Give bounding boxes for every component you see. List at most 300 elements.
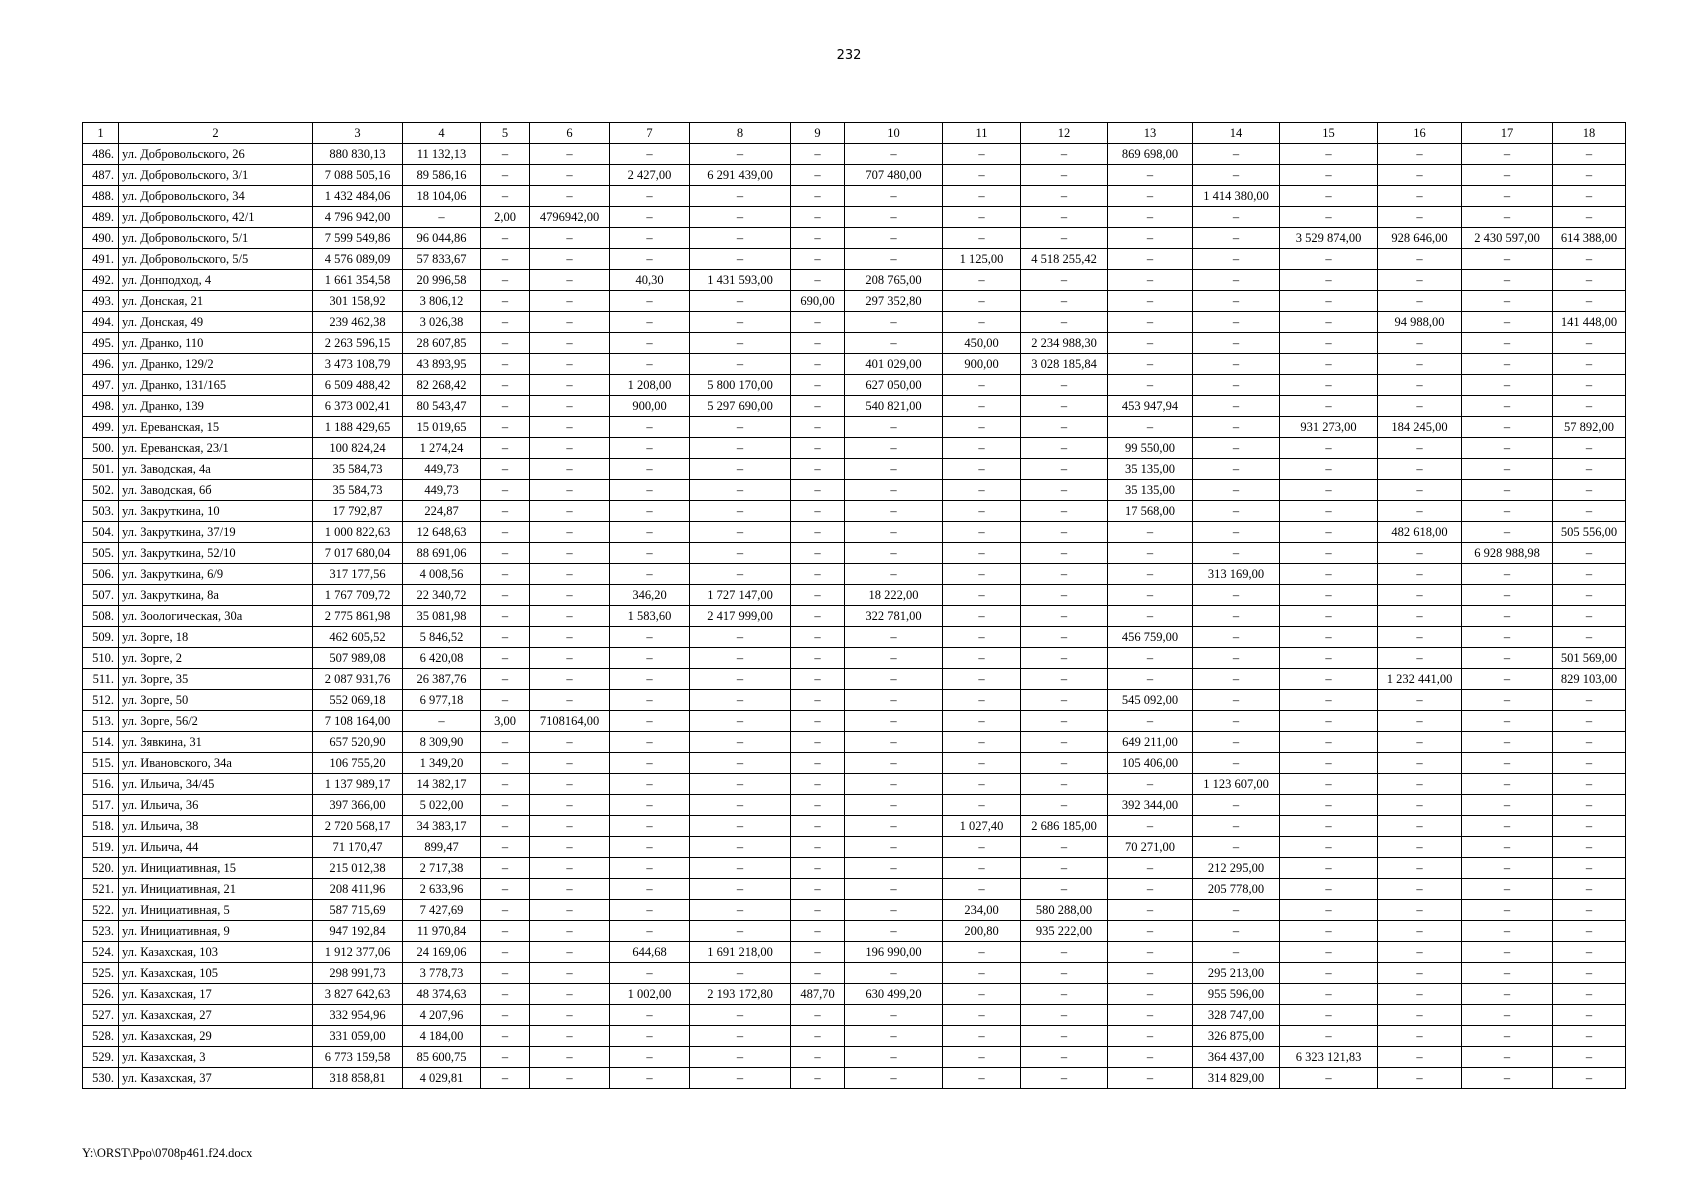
value-cell: – [1553,837,1626,858]
value-cell: – [610,354,690,375]
value-cell: – [530,669,610,690]
value-cell: – [791,312,845,333]
value-cell: 2 775 861,98 [313,606,403,627]
value-cell: – [1280,564,1378,585]
value-cell: – [1280,732,1378,753]
value-cell: 18 104,06 [403,186,481,207]
value-cell: – [530,984,610,1005]
value-cell: – [1193,438,1280,459]
value-cell: – [1108,879,1193,900]
value-cell: – [1378,648,1462,669]
value-cell: 1 002,00 [610,984,690,1005]
value-cell: – [690,291,791,312]
value-cell: – [845,459,943,480]
table-body [83,144,1626,1089]
value-cell: – [481,1068,530,1089]
value-cell: – [1193,501,1280,522]
value-cell: 829 103,00 [1553,669,1626,690]
value-cell: – [1378,627,1462,648]
address-cell: ул. Зоологическая, 30а [119,606,313,627]
value-cell: 501 569,00 [1553,648,1626,669]
value-cell: – [1378,732,1462,753]
value-cell: 880 830,13 [313,144,403,165]
value-cell: – [1108,375,1193,396]
value-cell: – [610,207,690,228]
value-cell: – [845,1005,943,1026]
value-cell: 2,00 [481,207,530,228]
value-cell: 690,00 [791,291,845,312]
column-header: 2 [119,123,313,144]
value-cell: – [845,795,943,816]
value-cell: – [1280,669,1378,690]
value-cell: – [1378,144,1462,165]
value-cell: – [1553,270,1626,291]
value-cell: 1 727 147,00 [690,585,791,606]
value-cell: – [481,753,530,774]
address-cell: ул. Закруткина, 37/19 [119,522,313,543]
value-cell: – [610,543,690,564]
value-cell: – [1193,207,1280,228]
value-cell: – [943,312,1021,333]
address-cell: ул. Заводская, 6б [119,480,313,501]
row-number: 496. [83,354,119,375]
address-cell: ул. Закруткина, 52/10 [119,543,313,564]
value-cell: – [1378,795,1462,816]
value-cell: 11 132,13 [403,144,481,165]
value-cell: – [1378,291,1462,312]
value-cell: – [791,438,845,459]
value-cell: – [481,690,530,711]
row-number: 510. [83,648,119,669]
row-number: 513. [83,711,119,732]
column-header: 7 [610,123,690,144]
value-cell: – [845,858,943,879]
value-cell: 57 833,67 [403,249,481,270]
address-cell: ул. Дранко, 129/2 [119,354,313,375]
row-number: 504. [83,522,119,543]
value-cell: 5 846,52 [403,627,481,648]
value-cell: – [690,228,791,249]
value-cell: – [943,459,1021,480]
value-cell: – [481,984,530,1005]
value-cell: – [943,438,1021,459]
value-cell: 1 125,00 [943,249,1021,270]
row-number: 508. [83,606,119,627]
value-cell: 48 374,63 [403,984,481,1005]
value-cell: – [1378,753,1462,774]
value-cell: – [1553,816,1626,837]
value-cell: – [1280,333,1378,354]
address-cell: ул. Казахская, 29 [119,1026,313,1047]
value-cell: – [610,795,690,816]
value-cell: – [1193,921,1280,942]
value-cell: – [791,606,845,627]
value-cell: 1 912 377,06 [313,942,403,963]
value-cell: – [1378,480,1462,501]
value-cell: 401 029,00 [845,354,943,375]
value-cell: 7 017 680,04 [313,543,403,564]
value-cell: – [1021,396,1108,417]
value-cell: – [1280,795,1378,816]
value-cell: – [1021,459,1108,480]
value-cell: – [1108,291,1193,312]
value-cell: 4 184,00 [403,1026,481,1047]
value-cell: 453 947,94 [1108,396,1193,417]
value-cell: 587 715,69 [313,900,403,921]
value-cell: – [1462,879,1553,900]
address-cell: ул. Казахская, 37 [119,1068,313,1089]
value-cell: – [1193,480,1280,501]
value-cell: – [690,774,791,795]
value-cell: – [845,438,943,459]
value-cell: – [791,270,845,291]
value-cell: – [690,858,791,879]
value-cell: – [1462,774,1553,795]
row-number: 526. [83,984,119,1005]
value-cell: 8 309,90 [403,732,481,753]
value-cell: – [1021,984,1108,1005]
table-row [83,228,1626,249]
value-cell: – [1193,942,1280,963]
value-cell: – [481,921,530,942]
value-cell: 2 717,38 [403,858,481,879]
value-cell: 4 029,81 [403,1068,481,1089]
value-cell: – [791,711,845,732]
value-cell: – [610,438,690,459]
value-cell: 318 858,81 [313,1068,403,1089]
value-cell: 1 767 709,72 [313,585,403,606]
value-cell: 24 169,06 [403,942,481,963]
value-cell: 5 800 170,00 [690,375,791,396]
column-header: 13 [1108,123,1193,144]
row-number: 493. [83,291,119,312]
value-cell: – [530,165,610,186]
row-number: 507. [83,585,119,606]
row-number: 492. [83,270,119,291]
value-cell: – [1378,711,1462,732]
value-cell: – [1280,165,1378,186]
value-cell: 208 765,00 [845,270,943,291]
value-cell: – [530,963,610,984]
table-row [83,879,1626,900]
value-cell: 6 323 121,83 [1280,1047,1378,1068]
value-cell: – [1280,207,1378,228]
row-number: 499. [83,417,119,438]
value-cell: 346,20 [610,585,690,606]
value-cell: 1 188 429,65 [313,417,403,438]
value-cell: – [1280,354,1378,375]
value-cell: – [1553,438,1626,459]
value-cell: – [943,270,1021,291]
value-cell: – [1193,165,1280,186]
table-row [83,312,1626,333]
table-row [83,585,1626,606]
value-cell: – [1193,627,1280,648]
value-cell: 11 970,84 [403,921,481,942]
value-cell: – [1462,942,1553,963]
row-number: 521. [83,879,119,900]
value-cell: – [943,396,1021,417]
value-cell: – [690,753,791,774]
value-cell: – [690,921,791,942]
value-cell: – [1193,312,1280,333]
value-cell: 205 778,00 [1193,879,1280,900]
value-cell: – [1462,648,1553,669]
value-cell: – [943,648,1021,669]
value-cell: – [791,375,845,396]
address-cell: ул. Зорге, 56/2 [119,711,313,732]
value-cell: – [1193,711,1280,732]
value-cell: – [943,774,1021,795]
address-cell: ул. Зорге, 50 [119,690,313,711]
value-cell: – [1462,396,1553,417]
value-cell: – [1193,543,1280,564]
table-row [83,1005,1626,1026]
value-cell: 88 691,06 [403,543,481,564]
address-cell: ул. Ереванская, 23/1 [119,438,313,459]
value-cell: – [1378,942,1462,963]
value-cell: 297 352,80 [845,291,943,312]
value-cell: 1 349,20 [403,753,481,774]
table-row [83,984,1626,1005]
value-cell: – [1378,879,1462,900]
value-cell: – [1378,333,1462,354]
value-cell: 364 437,00 [1193,1047,1280,1068]
value-cell: – [481,1026,530,1047]
column-header: 16 [1378,123,1462,144]
value-cell: – [1553,564,1626,585]
value-cell: – [1462,1068,1553,1089]
value-cell: – [610,816,690,837]
value-cell: 627 050,00 [845,375,943,396]
value-cell: – [610,1068,690,1089]
value-cell: – [690,312,791,333]
value-cell: – [1280,921,1378,942]
value-cell: – [1462,333,1553,354]
value-cell: – [845,1068,943,1089]
value-cell: 545 092,00 [1108,690,1193,711]
value-cell: 3 806,12 [403,291,481,312]
value-cell: – [943,795,1021,816]
value-cell: – [791,1026,845,1047]
value-cell: – [690,354,791,375]
value-cell: – [943,543,1021,564]
value-cell: – [1108,270,1193,291]
value-cell: – [1193,228,1280,249]
value-cell: 313 169,00 [1193,564,1280,585]
value-cell: 3,00 [481,711,530,732]
value-cell: – [943,963,1021,984]
value-cell: – [1193,291,1280,312]
value-cell: – [1553,732,1626,753]
row-number: 520. [83,858,119,879]
address-cell: ул. Ильича, 38 [119,816,313,837]
value-cell: – [1108,333,1193,354]
value-cell: – [1378,165,1462,186]
value-cell: – [610,837,690,858]
value-cell: – [481,522,530,543]
value-cell: 200,80 [943,921,1021,942]
value-cell: – [610,459,690,480]
value-cell: – [1021,438,1108,459]
value-cell: – [1021,963,1108,984]
value-cell: – [943,690,1021,711]
value-cell: – [1553,753,1626,774]
value-cell: – [1021,144,1108,165]
value-cell: – [530,606,610,627]
value-cell: – [1553,984,1626,1005]
row-number: 488. [83,186,119,207]
value-cell: – [610,333,690,354]
value-cell: – [845,963,943,984]
value-cell: – [1021,585,1108,606]
value-cell: – [481,312,530,333]
value-cell: – [1378,438,1462,459]
value-cell: – [530,333,610,354]
table-row [83,396,1626,417]
value-cell: 899,47 [403,837,481,858]
value-cell: – [1193,270,1280,291]
value-cell: – [690,1068,791,1089]
value-cell: – [791,963,845,984]
value-cell: – [610,144,690,165]
row-number: 486. [83,144,119,165]
value-cell: – [1193,606,1280,627]
value-cell: – [845,690,943,711]
row-number: 505. [83,543,119,564]
value-cell: – [530,816,610,837]
column-header: 1 [83,123,119,144]
value-cell: – [1462,1026,1553,1047]
value-cell: – [943,480,1021,501]
value-cell: 931 273,00 [1280,417,1378,438]
value-cell: – [1193,648,1280,669]
value-cell: – [690,711,791,732]
value-cell: – [1462,291,1553,312]
value-cell: – [610,963,690,984]
table-row [83,207,1626,228]
address-cell: ул. Добровольского, 3/1 [119,165,313,186]
value-cell: – [481,249,530,270]
value-cell: – [690,1005,791,1026]
value-cell: – [481,165,530,186]
value-cell: – [610,522,690,543]
value-cell: – [1462,564,1553,585]
value-cell: 4796942,00 [530,207,610,228]
value-cell: – [943,837,1021,858]
value-cell: – [1462,417,1553,438]
value-cell: – [1378,774,1462,795]
value-cell: – [610,879,690,900]
value-cell: – [845,732,943,753]
row-number: 511. [83,669,119,690]
value-cell: – [1462,900,1553,921]
table-row [83,417,1626,438]
row-number: 519. [83,837,119,858]
value-cell: – [1553,375,1626,396]
value-cell: – [1462,501,1553,522]
value-cell: 314 829,00 [1193,1068,1280,1089]
value-cell: – [481,501,530,522]
table-row [83,291,1626,312]
value-cell: – [1462,753,1553,774]
row-number: 530. [83,1068,119,1089]
value-cell: – [1280,690,1378,711]
table-row [83,480,1626,501]
value-cell: – [791,501,845,522]
value-cell: – [943,375,1021,396]
value-cell: 4 518 255,42 [1021,249,1108,270]
value-cell: 900,00 [610,396,690,417]
value-cell: – [1108,1026,1193,1047]
value-cell: – [1280,648,1378,669]
value-cell: – [1108,417,1193,438]
value-cell: 1 232 441,00 [1378,669,1462,690]
value-cell: 2 263 596,15 [313,333,403,354]
value-cell: – [1021,942,1108,963]
row-number: 522. [83,900,119,921]
value-cell: 392 344,00 [1108,795,1193,816]
table-row [83,1026,1626,1047]
row-number: 527. [83,1005,119,1026]
value-cell: – [1462,438,1553,459]
row-number: 497. [83,375,119,396]
value-cell: – [690,837,791,858]
value-cell: 80 543,47 [403,396,481,417]
value-cell: – [481,795,530,816]
value-cell: – [943,1047,1021,1068]
value-cell: – [403,207,481,228]
value-cell: – [690,816,791,837]
value-cell: – [481,942,530,963]
value-cell: 26 387,76 [403,669,481,690]
value-cell: – [1021,1047,1108,1068]
value-cell: – [530,144,610,165]
value-cell: 317 177,56 [313,564,403,585]
value-cell: – [1021,228,1108,249]
value-cell: – [1193,669,1280,690]
value-cell: 234,00 [943,900,1021,921]
value-cell: – [481,837,530,858]
value-cell: – [1193,837,1280,858]
value-cell: – [1553,291,1626,312]
value-cell: 100 824,24 [313,438,403,459]
value-cell: – [1553,1047,1626,1068]
value-cell: – [1021,1026,1108,1047]
row-number: 501. [83,459,119,480]
table-row [83,837,1626,858]
table-row [83,648,1626,669]
value-cell: 4 576 089,09 [313,249,403,270]
value-cell: – [1280,438,1378,459]
value-cell: – [1280,879,1378,900]
table-row [83,333,1626,354]
table-row [83,543,1626,564]
value-cell: – [1108,1068,1193,1089]
table-row [83,270,1626,291]
value-cell: – [1462,522,1553,543]
value-cell: – [481,186,530,207]
value-cell: – [1378,207,1462,228]
value-cell: – [1378,837,1462,858]
value-cell: – [1021,795,1108,816]
value-cell: 2 427,00 [610,165,690,186]
value-cell: – [943,669,1021,690]
value-cell: 947 192,84 [313,921,403,942]
column-header: 9 [791,123,845,144]
value-cell: – [530,291,610,312]
value-cell: – [690,648,791,669]
